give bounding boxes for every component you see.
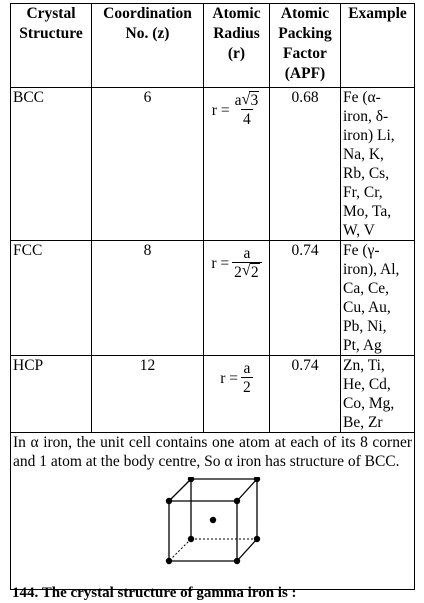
header-crystal-structure: Crystal Structure [11, 4, 92, 88]
note-row [11, 433, 415, 590]
header-coordination-number: Coordination No. (z) [92, 4, 204, 88]
header-example: Example [341, 4, 415, 88]
next-question-cut-off: 144. The crystal structure of gamma iron is : [12, 585, 297, 601]
apf-cell: 0.68 [270, 88, 341, 241]
table-row-fcc [11, 241, 415, 356]
table-row-hcp [11, 356, 415, 433]
note-text: In α iron, the unit cell contains one atom at each of its 8 corner and 1 atom at the body centre, So α iron has structure of BCC. [13, 434, 412, 470]
structure-cell: HCP [11, 356, 92, 433]
bcc-cube-figure [163, 477, 273, 569]
table-row-bcc [11, 88, 415, 241]
header-row [11, 4, 415, 88]
radius-formula-hcp: r = $\frac{a}{2}$ [220, 360, 251, 396]
structure-cell: FCC [11, 241, 92, 356]
radius-cell [204, 356, 270, 433]
coordination-cell: 12 [92, 356, 204, 433]
radius-formula-bcc: r = a √ 3 4 [211, 91, 259, 128]
radius-cell [204, 241, 270, 356]
note-cell [11, 433, 415, 590]
radius-cell [204, 88, 270, 241]
coordination-cell: 6 [92, 88, 204, 241]
apf-cell: 0.74 [270, 241, 341, 356]
structure-cell: BCC [11, 88, 92, 241]
example-cell: Fe (α- iron, δ- iron) Li, Na, K, Rb, Cs, Fr, Cr, Mo, Ta, W, V [341, 88, 415, 241]
header-atomic-radius: Atomic Radius (r) [204, 4, 270, 88]
apf-cell: 0.74 [270, 356, 341, 433]
bcc-unit-cell-diagram [13, 471, 412, 589]
example-cell: Zn, Ti, He, Cd, Co, Mg, Be, Zr [341, 356, 415, 433]
radius-formula-fcc: r = a 2 √ 2 [206, 245, 267, 282]
header-apf: Atomic Packing Factor (APF) [270, 4, 341, 88]
crystal-structure-table [10, 3, 415, 590]
example-cell: Fe (γ- iron), Al, Ca, Ce, Cu, Au, Pb, Ni, Pt, Ag [341, 241, 415, 356]
coordination-cell: 8 [92, 241, 204, 356]
